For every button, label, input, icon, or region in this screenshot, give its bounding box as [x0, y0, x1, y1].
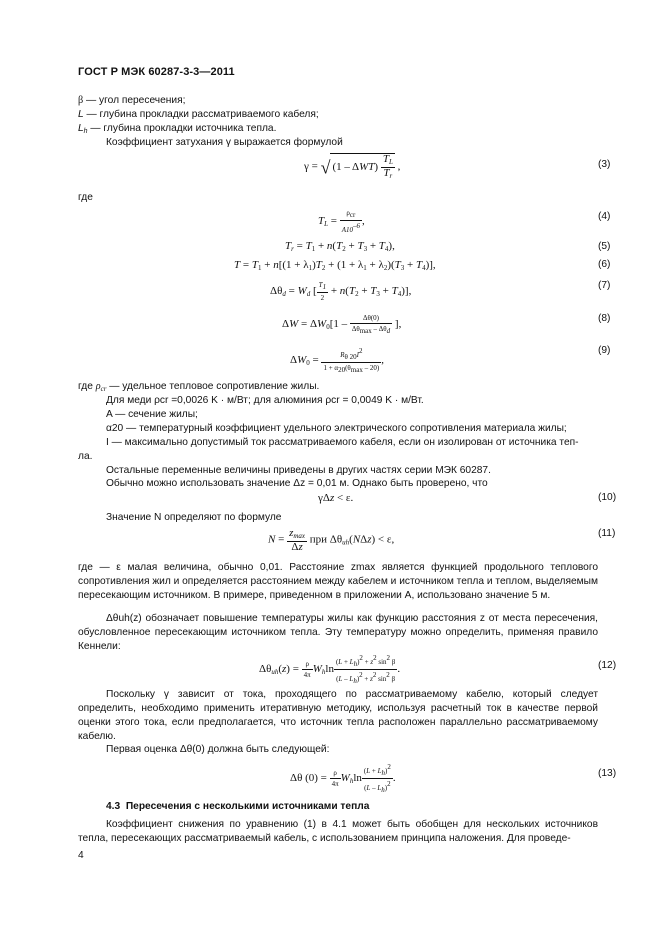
equation-3: γ = √ (1 – ΔWT) $\frac{T_L}{T_r}$ , — [304, 153, 401, 180]
eq-num-8: (8) — [598, 313, 611, 324]
text-N: Значение N определяют по формуле — [106, 512, 282, 523]
eq-num-11: (11) — [598, 528, 616, 539]
eq-num-4: (4) — [598, 211, 611, 222]
section-heading: 4.3 Пересечения с несколькими источниками тепла — [106, 801, 370, 812]
text-first-estimate: Первая оценка Δθ(0) должна быть следующей: — [106, 744, 330, 755]
eq-num-7: (7) — [598, 280, 611, 291]
def-I-cont: ла. — [78, 451, 93, 462]
equation-10: γΔz < ε. — [318, 492, 354, 504]
def-alpha: α20 — температурный коэффициент удельного электрического сопротивления материала жилы; — [106, 423, 567, 434]
page-number: 4 — [78, 850, 84, 861]
text-usually: Обычно можно использовать значение Δz = 0,01 м. Однако быть проверено, что — [106, 478, 488, 489]
equation-9: $\Delta W_0$ = $\frac{R\theta 20I2}{1 + \alpha 20(\theta\max - 20)}$ , — [290, 347, 384, 374]
coef-intro: Коэффициент затухания γ выражается формулой — [106, 137, 343, 148]
text-other: Остальные переменные величины приведены в других частях серии МЭК 60287. — [106, 465, 491, 476]
equation-4: $T_L$ = $\frac{\text{ρcr}}{A10-6}$ , — [318, 209, 365, 234]
def-rho: где $\rho_{cr}$ — удельное тепловое сопротивление жилы. — [78, 381, 320, 393]
eq-num-13: (13) — [598, 768, 617, 779]
def-Lh: $L_h$ — глубина прокладки источника тепла. — [78, 123, 277, 135]
equation-5: $T_r = T_1 + n(T_2 + T_3 + T_4)$, — [285, 240, 395, 253]
equation-13: Δθ (0) = $\frac{\rho}{4\pi}$ $W_h\ln$ $\frac{(L + Lh)2}{(L - Lh)2}$ . — [290, 763, 396, 794]
def-A: A — сечение жилы; — [106, 409, 198, 420]
eq-num-3: (3) — [598, 159, 611, 170]
equation-11: N = $\frac{z_{max}}{\Delta z}$ при $\Delta\theta_{uh}(N\Delta z) < \varepsilon$, — [268, 527, 395, 553]
para-final: Коэффициент снижения по уравнению (1) в 4.1 может быть обобщен для нескольких источников тепла, пересекающих рассматриваемый кабель, с использованием принципа наложения. Для проведе- — [78, 819, 598, 844]
eq-num-5: (5) — [598, 241, 611, 252]
eq-num-6: (6) — [598, 259, 611, 270]
para-delta-theta: Δθuh(z) обозначает повышение температуры жилы как функцию расстояния z от места пересечения, обусловленное пересекающим источником тепла. Эту температуру можно определить, применяя правило Кеннели: — [78, 613, 598, 652]
def-I: I — максимально допустимый ток рассматриваемого кабеля, если он изолирован от источника теп- — [106, 437, 579, 448]
def-beta: β — угол пересечения; — [78, 95, 186, 106]
eq-num-9: (9) — [598, 345, 611, 356]
equation-6: $T = T_1 + n[(1 + \lambda_1)T_2 + (1 + \lambda_1 + \lambda_2)(T_3 + T_4)]$, — [234, 259, 436, 272]
eq-num-10: (10) — [598, 492, 617, 503]
where-label: где — [78, 192, 93, 203]
para-gamma: Поскольку γ зависит от тока, проходящего по рассматриваемому кабелю, который следует определить, необходимо применить итеративную методику, используя расчетный ток в качестве первой оценки этого тока, если предполагается, что источник тепла расположен параллельно рассматриваемому кабелю. — [78, 689, 598, 742]
para-eps: где — ε малая величина, обычно 0,01. Расстояние zmax является функцией продольного теплового сопротивления жил и определяется расстоянием между кабелем и источником тепла и теплом, выделяемым пересекающим источником. В примере, приведенном в приложении A, использовано значение 5 м. — [78, 562, 598, 601]
def-copper: Для меди ρcr =0,0026 K · м/Вт; для алюминия ρcr = 0,0049 K · м/Вт. — [106, 395, 424, 406]
equation-12: $\Delta\theta_{uh}(z)$ = $\frac{\rho}{4\pi}$ $W_h\ln$ $\frac{(L + Lh)2 + z2 \sin 2 \beta}{(L - Lh)2 + z2 \sin 2 \beta}$ . — [259, 654, 401, 685]
equation-8: $\Delta W = \Delta W_0[1$ – $\frac{\Delta\theta(0)}{\text{Δθmax – Δθd}}$ ], — [282, 314, 402, 335]
def-L: L — глубина прокладки рассматриваемого кабеля; — [78, 109, 319, 120]
equation-7: $\Delta\theta_d = W_d$ [ $\frac{T1}{2}$ + $n(T_2 + T_3 + T_4)$], — [270, 281, 412, 302]
page-header: ГОСТ Р МЭК 60287-3-3—2011 — [78, 66, 235, 78]
eq-num-12: (12) — [598, 660, 617, 671]
